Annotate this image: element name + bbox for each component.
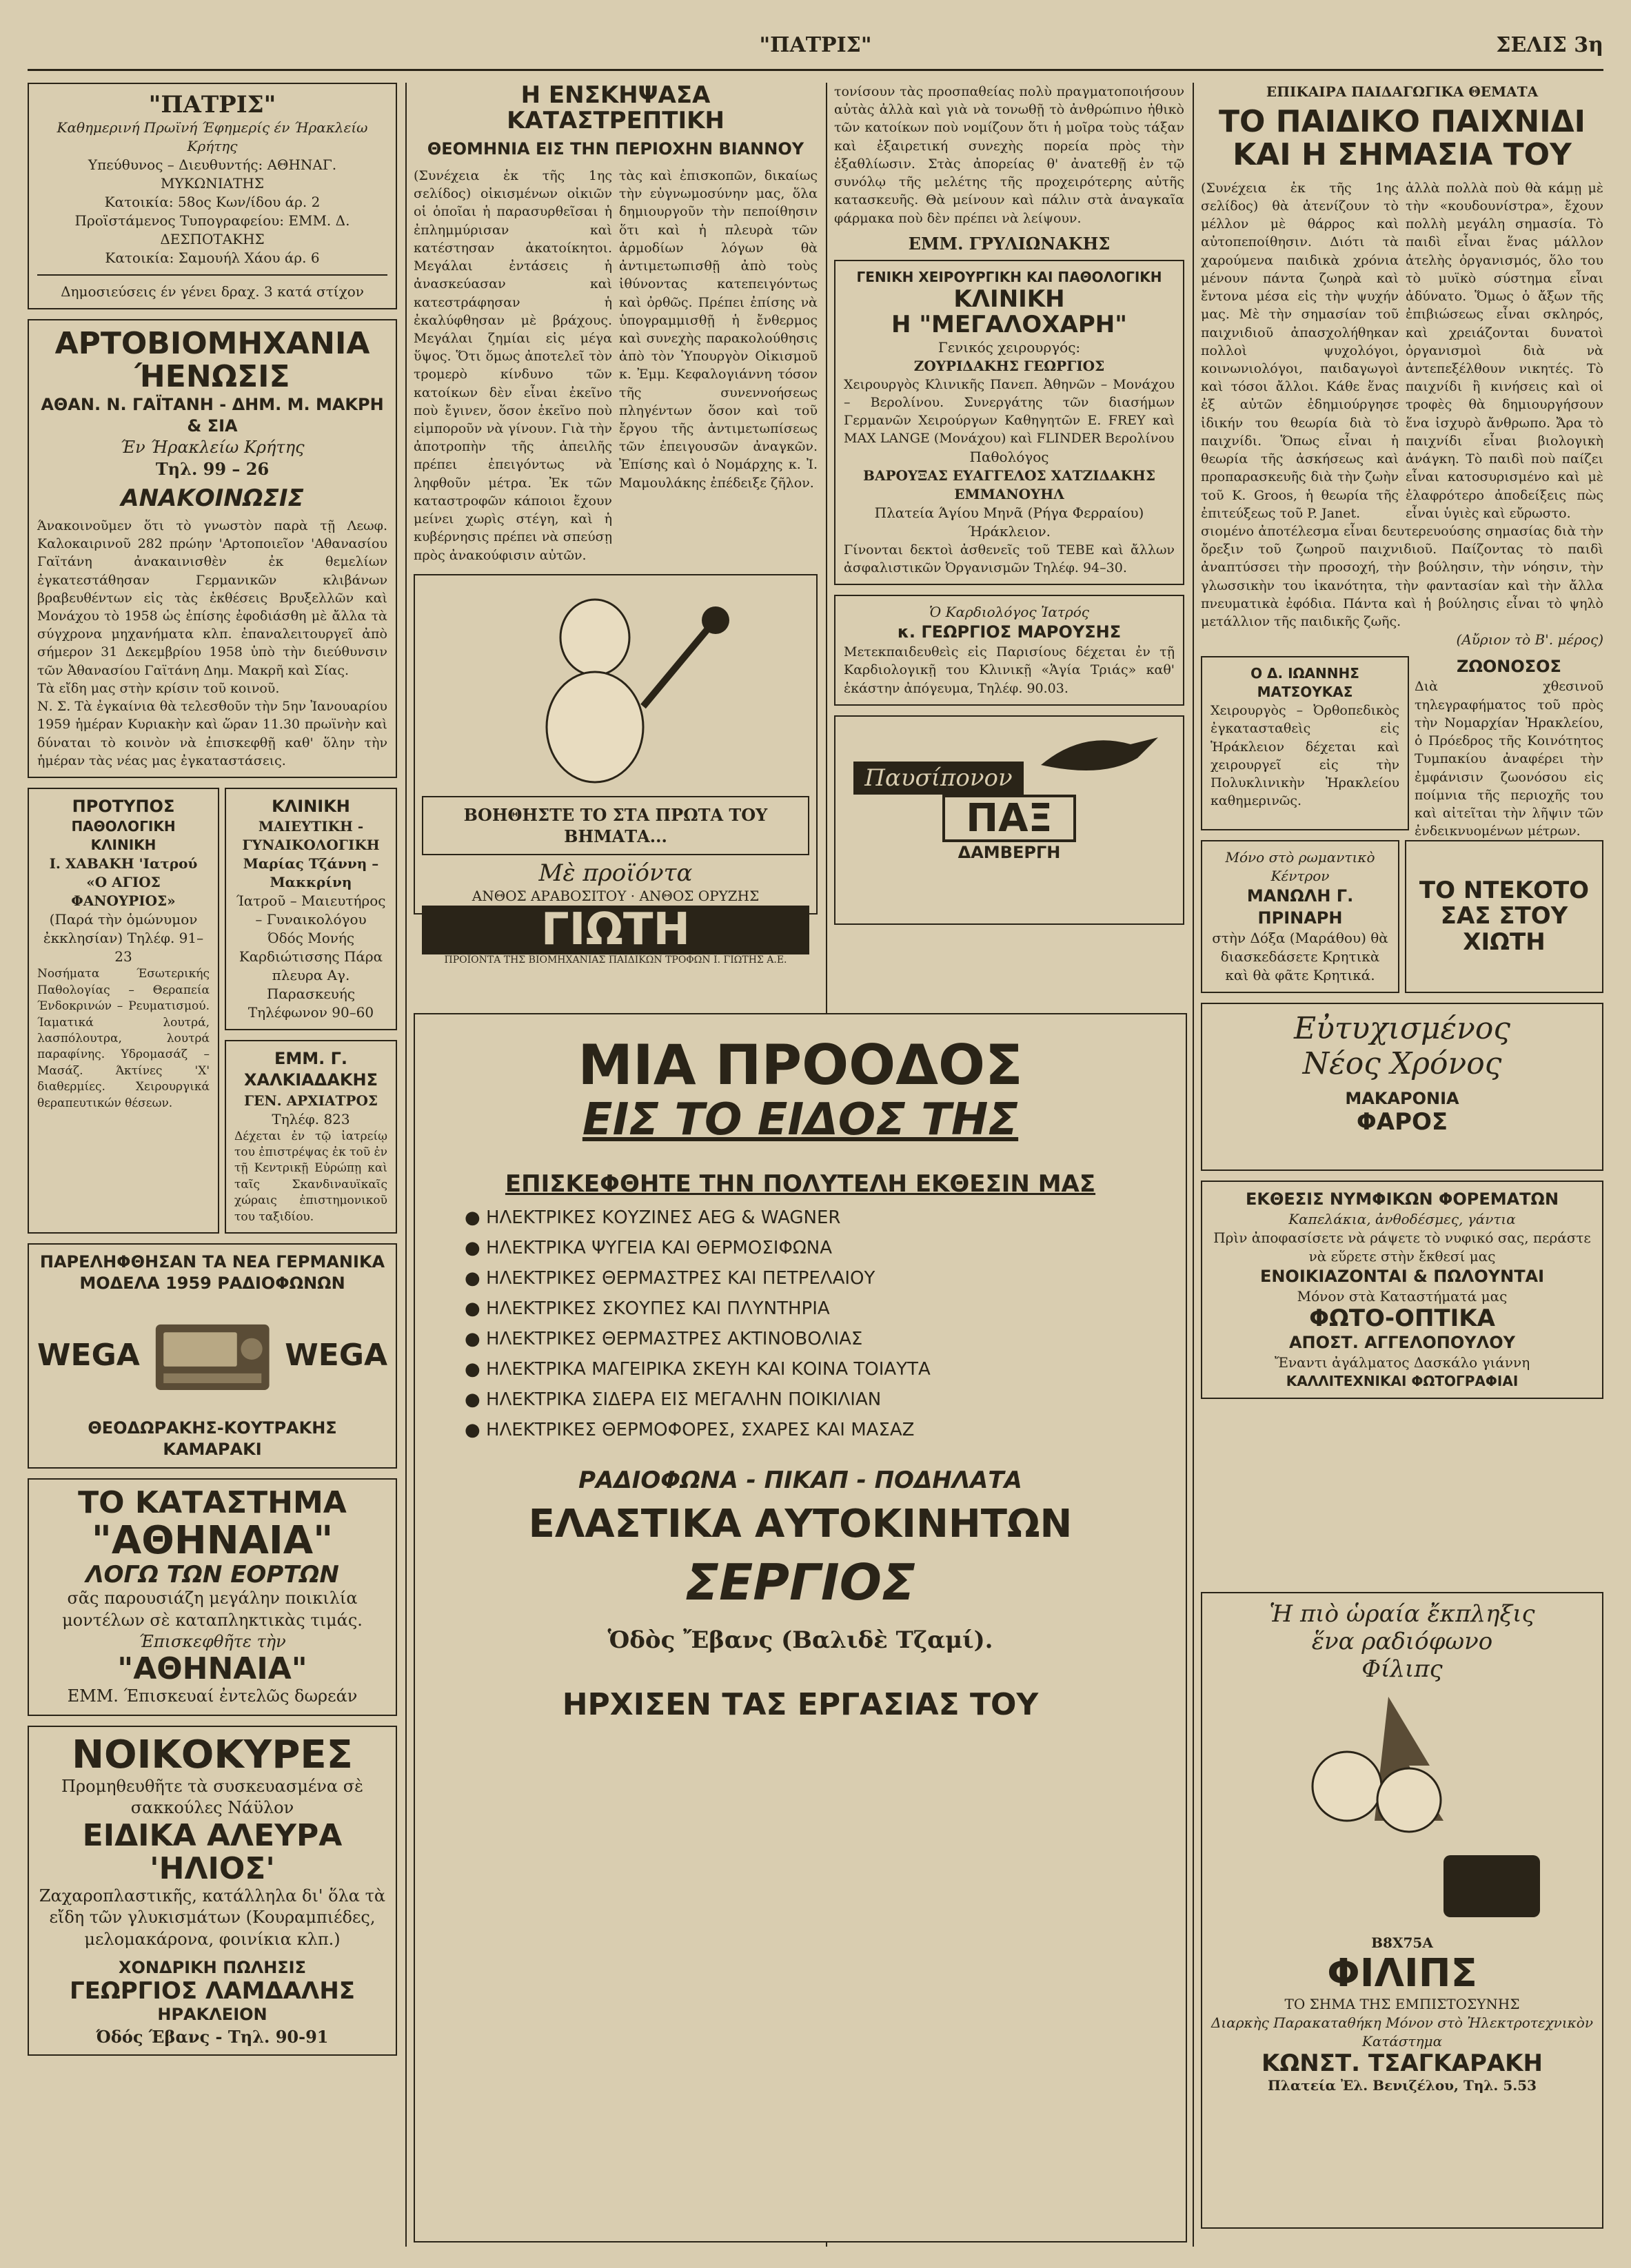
radio-place: ΚΑΜΑΡΑΚΙ bbox=[163, 1439, 262, 1459]
radio-firm: ΘΕΟΔΩΡΑΚΗΣ-ΚΟΥΤΡΑΚΗΣ bbox=[88, 1418, 337, 1438]
bridal-title: ΕΚΘΕΣΙΣ ΝΥΜΦΙΚΩΝ ΦΟΡΕΜΑΤΩΝ bbox=[1245, 1189, 1559, 1209]
list-item: ● ΗΛΕΚΤΡΙΚΕΣ ΘΕΡΜΑΣΤΡΕΣ ΚΑΙ ΠΕΤΡΕΛΑΙΟΥ bbox=[465, 1268, 1177, 1289]
store-tyres: ΕΛΑΣΤΙΚΑ ΑΥΤΟΚΙΝΗΤΩΝ bbox=[528, 1502, 1073, 1547]
dove-icon bbox=[1027, 724, 1165, 786]
bridal-address: Ἔναντι ἀγάλματος Δασκάλο γιάννη bbox=[1274, 1353, 1530, 1371]
flour-line: Ζαχαροπλαστικῆς, κατάλληλα δι' ὅλα τὰ εἴδη τῶν γλυκισμάτων (Κουραμπιέδες, μελομακάρονα, φοινίκια κλπ.) bbox=[39, 1886, 386, 1949]
surgery-note: Γίνονται δεκτοὶ ἀσθενεῖς τοῦ ΤΕΒΕ καὶ ἄλλων ἀσφαλιστικῶν Ὀργανισμῶν Τηλέφ. 94–30. bbox=[844, 542, 1175, 575]
flour-brand: ΕΙΔΙΚΑ ΑΛΕΥΡΑ 'ΗΛΙΟΣ' bbox=[82, 1817, 343, 1886]
bridal-shop: ΦΩΤΟ-ΟΠΤΙΚΑ bbox=[1309, 1305, 1495, 1333]
store-brand: ΣΕΡΓΙΟΣ bbox=[685, 1553, 916, 1611]
philips-name: ΚΩΝΣΤ. ΤΣΑΓΚΑΡΑΚΗ bbox=[1262, 2049, 1543, 2077]
philips-headline: ἕνα ραδιόφωνο bbox=[1311, 1628, 1493, 1655]
zoonosos-body: Διὰ χθεσινοῦ τηλεγραφήματος τοῦ πρὸς τὴν Νομαρχίαν Ἡρακλείου, ὁ Πρόεδρος τῆς Κοινότητος Τυμπακίου ἀναφέρει τὴν ἐμφάνισιν ζωονόσου εἰς ποίμνια τῆς περιοχῆς του καὶ αἰτεῖται τὴν λῆψιν τῶν ἐνδεικνυομένων μέτρων. bbox=[1415, 679, 1603, 839]
page-header bbox=[28, 21, 1603, 71]
athinaia-title: ΤΟ ΚΑΤΑΣΤΗΜΑ bbox=[78, 1485, 347, 1521]
cardio-body: Μετεκπαιδευθεὶς εἰς Παρισίους δέχεται ἐν τῇ Καρδιολογικῇ του Κλινικῇ «Ἁγία Τριάς» καθ' ἑκάστην ἀπόγευμα, Τηλέφ. 90.03. bbox=[844, 644, 1175, 696]
pax-maker: ΔΑΜΒΕΡΓΗ bbox=[958, 843, 1061, 863]
primaris-name: ΜΑΝΩΛΗ Γ. ΠΡΙΝΑΡΗ bbox=[1246, 886, 1354, 928]
clinics-row bbox=[28, 788, 397, 1234]
flour-line: Προμηθευθῆτε τὰ συσκευασμένα σὲ σακκούλες Νάϋλον bbox=[61, 1777, 363, 1818]
clinic-address: Όδός Μονής Καρδιώτισσης Πάρα πλευρα Αγ. Παρασκευής Τηλέφωνον 90–60 bbox=[239, 930, 383, 1021]
faros-brand: ΦΑΡΟΣ bbox=[1356, 1107, 1448, 1136]
edu-continued: (Αὔριον τὸ Β'. μέρος) bbox=[1456, 631, 1603, 648]
edu-article bbox=[1201, 179, 1603, 522]
doctor-body: Δέχεται ἐν τῷ ἰατρείῳ του ἐπιστρέψας ἐκ τοῦ ἐν τῇ Κεντρικῇ Εὐρώπῃ καὶ ταῖς Σκανδιναυϊκαῖς χώραις ἐπιστημονικοῦ του ταξιδίου. bbox=[234, 1129, 387, 1224]
matsoukas-ad bbox=[1201, 656, 1409, 830]
clinic-name: «Ο ΑΓΙΟΣ ΦΑΝΟΥΡΙΟΣ» bbox=[71, 874, 176, 910]
clinic-doctor: Μαρίας Τζάννη – Μακκρίνη bbox=[243, 855, 379, 891]
lead-signature: ΕΜΜ. ΓΡΥΛΙΩΝΑΚΗΣ bbox=[908, 233, 1111, 254]
bridal-owner: ΑΠΟΣΤ. ΑΓΓΕΛΟΠΟΥΛΟΥ bbox=[1288, 1332, 1516, 1352]
philips-dealer: Διαρκὴς Παρακαταθήκη Μόνον στὸ Ἠλεκτροτεχνικὸν Κατάστημα bbox=[1210, 2014, 1593, 2050]
doctor-phone: Τηλέφ. 823 bbox=[272, 1110, 350, 1127]
baby-brand: ΓΙΩΤΗ bbox=[422, 906, 809, 954]
athinaia-name: "ΑΘΗΝΑΙΑ" bbox=[117, 1651, 307, 1686]
bakery-city: Έν Ήρακλείω Κρήτης bbox=[120, 438, 305, 458]
bakery-body: Άνακοινοῦμεν ὅτι τὸ γνωστὸν παρὰ τῇ Λεωφ. Καλοκαιρινοῦ 282 πρώην 'Αρτοποιεῖον 'Αθανασίου Γαϊτάνη ἀνακαινισθὲν ἐκ θεμελίων ἐγκατεστάθησαν Γερμανικῶν κλιβάνων βραβευθέντων εἰς τὰς ἐκθέσεις Βρυξελλῶν καὶ Μονάχου τὸ 1958 ὡς ἐπίσης ἐφοδιάσθη μὲ ἄλλα τὰ σύγχρονα μηχανήματα κλπ. ἐπαναλειτουργεῖ ἀπὸ σήμερον 31 Δεκεμβρίου 1958 ὑπὸ τὴν διεύθυνσιν τῶν Ἀθανασίου Γαϊτάνη Δημ. Μακρῆ καὶ Σίας. bbox=[37, 518, 387, 678]
bridal-ad bbox=[1201, 1181, 1603, 1399]
doctor-chalkiadakis-ad bbox=[225, 1040, 397, 1234]
store-subheadline: ΕΙΣ ΤΟ ΕΙΔΟΣ ΤΗΣ bbox=[582, 1094, 1019, 1145]
athinaia-name: "ΑΘΗΝΑΙΑ" bbox=[91, 1518, 334, 1564]
matsoukas-name: Ο Δ. ΙΩΑΝΝΗΣ ΜΑΤΣΟΥΚΑΣ bbox=[1250, 665, 1359, 701]
clinic-stack bbox=[225, 788, 397, 1234]
clinic-title: ΚΛΙΝΙΚΗ bbox=[272, 796, 350, 816]
philips-model: B8X75A bbox=[1371, 1934, 1433, 1951]
pax-script: Παυσίπονον bbox=[853, 762, 1023, 795]
electrical-store-ad bbox=[414, 1013, 1187, 2243]
masthead-line: Υπεύθυνος – Διευθυντής: ΑΘΗΝΑΓ. ΜΥΚΩΝΙΑΤΗΣ bbox=[88, 156, 337, 192]
bridal-art: ΚΑΛΛΙΤΕΧΝΙΚΑΙ ΦΩΤΟΓΡΑΦΙΑΙ bbox=[1286, 1372, 1519, 1389]
store-radios: ΡΑΔΙΟΦΩΝΑ - ΠΙΚΑΠ - ΠΟΔΗΛΑΤΑ bbox=[578, 1466, 1022, 1494]
masthead-line: Δημοσιεύσεις έν γένει δραχ. 3 κατά στίχον bbox=[61, 283, 364, 300]
surgery-surgeon: ΖΟΥΡΙΔΑΚΗΣ ΓΕΩΡΓΙΟΣ bbox=[913, 357, 1105, 374]
store-start: ΗΡΧΙΣΕΝ ΤΑΣ ΕΡΓΑΣΙΑΣ ΤΟΥ bbox=[562, 1686, 1039, 1722]
surgery-clinic: ΚΛΙΝΙΚΗ bbox=[953, 285, 1065, 313]
surgery-doc: ΒΑΡΟΥΞΑΣ ΕΥΑΓΓΕΛΟΣ ΧΑΤΖΙΔΑΚΗΣ ΕΜΜΑΝΟΥΗΛ bbox=[863, 467, 1155, 502]
bakery-title: ΑΡΤΟΒΙΟΜΗΧΑΝΙΑ ΉΕΝΩΣΙΣ bbox=[54, 326, 370, 395]
wega-radio-ad bbox=[28, 1243, 397, 1469]
flour-address: Όδός Έβανς - Τηλ. 90-91 bbox=[96, 2026, 329, 2047]
list-item: ● ΗΛΕΚΤΡΙΚΕΣ ΚΟΥΖΙΝΕΣ AEG & WAGNER bbox=[465, 1207, 1177, 1228]
surgery-address: Πλατεία Άγίου Μηνᾶ (Ρήγα Φερραίου) Ήράκλειον. bbox=[874, 504, 1144, 540]
list-item: ● ΗΛΕΚΤΡΙΚΕΣ ΣΚΟΥΠΕΣ ΚΑΙ ΠΛΥΝΤΗΡΙΑ bbox=[465, 1298, 1177, 1319]
faros-pasta-ad bbox=[1201, 1003, 1603, 1171]
philips-brand: ΦΙΛΙΠΣ bbox=[1327, 1951, 1477, 1996]
clinic-role: Ίατροῦ – Μαιευτήρος – Γυναικολόγου bbox=[236, 892, 386, 928]
clinic-subtitle: ΜΑΙΕΥΤΙΚΗ - ΓΥΝΑΙΚΟΛΟΓΙΚΗ bbox=[242, 818, 380, 854]
edu-text: σιομένο ἀποτέλεσμα εἶναι δευτερευούσης σημασίας διὰ τὴν ὄρεξιν τοῦ ζωηροῦ παιχνιδιοῦ. Παίζοντας τὸ παιδὶ ἀναπτύσσει τὴν προσοχή, τὴν βούλησιν, τὴν νόησιν, τὴν γλωσσικὴν του ἱκανότητα, τὴν φαντασίαν καὶ τὴν ἄλλα πνευματικὰ ἐφόδια. Πάντα καὶ ἡ βούλησις εἶναι τὸ ψηλὸ μετάλλιον τῆς παιδικῆς ζωῆς. bbox=[1201, 523, 1603, 630]
doctor-role: ΓΕΝ. ΑΡΧΙΑΤΡΟΣ bbox=[243, 1092, 378, 1109]
philips-slogan: ΤΟ ΣΗΜΑ ΤΗΣ ΕΜΠΙΣΤΟΣΥΝΗΣ bbox=[1284, 1995, 1520, 2012]
newspaper-page bbox=[28, 21, 1603, 2247]
radio-illustration bbox=[37, 1305, 387, 1408]
surgery-name: Η "ΜΕΓΑΛΟΧΑΡΗ" bbox=[891, 311, 1127, 339]
clinic-maternity-ad bbox=[225, 788, 397, 1030]
column-left bbox=[28, 83, 397, 2247]
surgery-bio: Χειρουργὸς Κλινικῆς Πανεπ. Ἀθηνῶν – Μονάχου – Βερολίνου. Συνεργάτης τῶν διασήμων Γερμανῶν Χειρούργων Καθηγητῶν E. FREY καὶ MAX LANGE (Μονάχου) καὶ FLINDER Βερολίνου bbox=[844, 376, 1175, 447]
athinaia-line: Έπισκεφθῆτε τὴν bbox=[139, 1631, 286, 1651]
list-item: ● ΗΛΕΚΤΡΙΚΑ ΜΑΓΕΙΡΙΚΑ ΣΚΕΥΗ ΚΑΙ ΚΟΙΝΑ ΤΟΙΑΥΤΑ bbox=[465, 1359, 1177, 1380]
surgery-clinic-ad bbox=[834, 260, 1184, 585]
clinic-pathology-ad bbox=[28, 788, 219, 1234]
paper-name: "ΠΑΤΡΙΣ" bbox=[759, 33, 872, 57]
list-item: ● ΗΛΕΚΤΡΙΚΕΣ ΘΕΡΜΟΦΟΡΕΣ, ΣΧΑΡΕΣ ΚΑΙ ΜΑΣΑΖ bbox=[465, 1420, 1177, 1440]
masthead-box bbox=[28, 83, 397, 309]
list-item: ● ΗΛΕΚΤΡΙΚΑ ΨΥΓΕΙΑ ΚΑΙ ΘΕΡΜΟΣΙΦΩΝΑ bbox=[465, 1238, 1177, 1258]
masthead-line: Προϊστάμενος Τυπογραφείου: ΕΜΜ. Δ. ΔΕΣΠΟΤΑΚΗΣ bbox=[74, 212, 350, 247]
flour-ad bbox=[28, 1726, 397, 2056]
faros-label: ΜΑΚΑΡΟΝΙΑ bbox=[1345, 1088, 1459, 1108]
store-product-list bbox=[465, 1207, 1177, 1440]
bakery-phone: Τηλ. 99 – 26 bbox=[155, 459, 270, 480]
bridal-rent: ΕΝΟΙΚΙΑΖΟΝΤΑΙ & ΠΩΛΟΥΝΤΑΙ bbox=[1259, 1266, 1545, 1286]
baby-products: ΑΝΘΟΣ ΑΡΑΒΟΣΙΤΟΥ · ΑΝΘΟΣ ΟΡΥΖΗΣ bbox=[472, 888, 760, 905]
lead-text: τὰς καὶ ἐπισκοπῶν, δικαίως τὴν εὐγνωμοσύνην μας, ὅλα δημιουργοῦν τὴν πεποίθησιν ὅτι καὶ ἡ πλευρὰ τῶν ἀρμοδίων λόγων θὰ ἀντιμετωπισθῇ ἀπὸ τοὺς ἰθύνοντας κατεπειγόντως καὶ ὀρθῶς. Πρέπει ἐπίσης νὰ ὑπογραμμισθῇ ἡ ἔνθερμος καὶ συνεχὴς παρακολούθησις ἀπὸ τὸν Ὑπουργὸν Οἰκισμοῦ κ. Ἐμμ. Κεφαλογιάννη τόσον τῆς συνεννοήσεως πληγέντων ὅσον καὶ τοῦ ἔργου τῆς ἀντιμετωπίσεως τῶν ἐπειγουσῶν ἀναγκῶν. Ἐπίσης καὶ ὁ Νομάρχης κ. Ἰ. Μαμουλάκης ἐπέδειξε ζῆλον. bbox=[619, 167, 818, 491]
primaris-only: Μόνο στὸ ρωμαντικὸ Κέντρον bbox=[1225, 849, 1375, 885]
list-item: ● ΗΛΕΚΤΡΙΚΕΣ ΘΕΡΜΑΣΤΡΕΣ ΑΚΤΙΝΟΒΟΛΙΑΣ bbox=[465, 1329, 1177, 1349]
lead-text: τονίσουν τὰς προσπαθείας πολὺ πραγματοποιήσουν αὐτὰς ἀλλὰ καὶ γιὰ νὰ τονωθῇ τὸ ἀνθρώπινο ἠθικὸ τῶν κατοίκων ποὺ νομίζουν ὅτι ἡ μοῖρα τοὺς τάξαν καὶ ἐξαιρετική συνεχὴς πορεία πρὸς τὴν ἐξαθλίωσιν. Στὰς ἀπορείας θ' ἀνατεθῇ ἐν τῷ συνόλῳ τῆς μελέτης τῆς προχειρότερης αὐτῆς κατασκευῆς. Θὰ μείνουν καὶ πάλιν στὰ ἀναγκαῖα φάρμακα ποὺ δὲν πρέπει νὰ λείψουν. bbox=[834, 84, 1184, 226]
philips-headline: Ἡ πιὸ ὡραία ἔκπληξις bbox=[1269, 1600, 1535, 1628]
hioti-ad bbox=[1405, 840, 1603, 992]
faros-greeting: Εὐτυχισμένος bbox=[1294, 1010, 1510, 1046]
page-number: ΣΕΛΙΣ 3η bbox=[1496, 33, 1603, 57]
radio-brand: WEGA bbox=[285, 1338, 387, 1373]
clinic-title: ΠΡΟΤΥΠΟΣ bbox=[72, 796, 175, 816]
lead-subheadline: ΘΕΟΜΗΝΙΑ ΕΙΣ ΤΗΝ ΠΕΡΙΟΧΗΝ ΒΙΑΝΝΟΥ bbox=[427, 139, 804, 159]
lead-headline: Η ΕΝΣΚΗΨΑΣΑ ΚΑΤΑΣΤΡΕΠΤΙΚΗ bbox=[507, 81, 725, 135]
flour-city: ΗΡΑΚΛΕΙΟΝ bbox=[157, 2005, 267, 2025]
cardiologist-ad bbox=[834, 595, 1184, 706]
bakery-announce: ΑΝΑΚΟΙΝΩΣΙΣ bbox=[121, 484, 304, 512]
matsoukas-body: Χειρουργὸς – Ὀρθοπεδικὸς ἐγκατασταθεὶς εἰς Ἡράκλειον δέχεται καὶ χειρουργεῖ εἰς τὴν Πολυκλινικὴν Ἡρακλείου καθημερινῶς. bbox=[1210, 703, 1399, 809]
philips-address: Πλατεία Ἐλ. Βενιζέλου, Τηλ. 5.53 bbox=[1267, 2076, 1537, 2094]
pax-ad bbox=[834, 715, 1184, 925]
clinic-body: Νοσήματα Έσωτερικής Παθολογίας – Θεραπεία Ένδοκρινών – Ρευματισμού. Ίαματικά λουτρά, λασπόλουτρα, λουτρά παραφίνης. Υδρομασάζ – Μασάζ. Άκτίνες 'Χ' διαθερμίες. Χειρουργικά θεραπευτικών θέσεων. bbox=[37, 967, 210, 1110]
bridal-only: Μόνον στὰ Καταστήματά μας bbox=[1297, 1288, 1508, 1305]
doctor-name: ΕΜΜ. Γ. ΧΑΛΚΙΑΔΑΚΗΣ bbox=[244, 1049, 378, 1090]
column-rule bbox=[1193, 83, 1194, 2247]
bridal-body: Πρὶν ἀποφασίσετε νὰ ράψετε τὸ νυφικό σας, περάστε νὰ εὕρετε στὴν ἔκθεσί μας bbox=[1213, 1229, 1591, 1265]
cardio-doctor: κ. ΓΕΩΡΓΙΟΣ ΜΑΡΟΥΣΗΣ bbox=[897, 622, 1122, 642]
athinaia-line: ΛΟΓΩ ΤΩΝ ΕΟΡΤΩΝ bbox=[85, 1561, 339, 1588]
clinic-subtitle: ΠΑΘΟΛΟΓΙΚΗ ΚΛΙΝΙΚΗ bbox=[71, 818, 176, 854]
zoonosos-article bbox=[1415, 656, 1603, 840]
small-ads-row bbox=[1201, 840, 1603, 1002]
clinic-doctor: Ι. ΧΑΒΑΚΗ 'Ιατρού bbox=[49, 855, 198, 872]
primaris-ad bbox=[1201, 840, 1399, 992]
radio-brand: WEGA bbox=[37, 1338, 140, 1373]
couple-radio-icon bbox=[1250, 1683, 1554, 1931]
athinaia-line: ΕΜΜ. Έπισκευαί ἐντελῶς δωρεάν bbox=[67, 1686, 358, 1706]
masthead-title: "ΠΑΤΡΙΣ" bbox=[148, 91, 276, 119]
philips-ad bbox=[1201, 1592, 1603, 2229]
faros-greeting: Νέος Χρόνος bbox=[1302, 1045, 1502, 1081]
store-headline: ΜΙΑ ΠΡΟΟΔΟΣ bbox=[578, 1033, 1023, 1097]
radio-ad-title: ΠΑΡΕΛΗΦΘΗΣΑΝ ΤΑ ΝΕΑ ΓΕΡΜΑΝΙΚΑ bbox=[39, 1252, 385, 1272]
masthead-line: Κατοικία: Σαμουήλ Χάου άρ. 6 bbox=[105, 249, 320, 266]
philips-headline: Φίλιπς bbox=[1361, 1655, 1443, 1683]
flour-sale: ΧΟΝΔΡΙΚΗ ΠΩΛΗΣΙΣ bbox=[119, 1957, 306, 1977]
edu-kicker: ΕΠΙΚΑΙΡΑ ΠΑΙΔΑΓΩΓΙΚΑ ΘΕΜΑΤΑ bbox=[1266, 83, 1539, 100]
baby-slogan: ΒΟΗΘΗΣΤΕ ΤΟ ΣΤΑ ΠΡΩΤΑ ΤΟΥ ΒΗΜΑΤΑ... bbox=[422, 796, 809, 855]
zoonosos-title: ΖΩΟΝΟΣΟΣ bbox=[1457, 657, 1561, 677]
surgery-path: Παθολόγος bbox=[969, 448, 1049, 465]
list-item: ● ΗΛΕΚΤΡΙΚΑ ΣΙΔΕΡΑ ΕΙΣ ΜΕΓΑΛΗΝ ΠΟΙΚΙΛΙΑΝ bbox=[465, 1389, 1177, 1410]
primaris-body: στὴν Δόξα (Μαράθου) θὰ διασκεδάσετε Κρητικὰ καὶ θὰ φᾶτε Κρητικά. bbox=[1212, 929, 1388, 983]
bakery-names: ΑΘΑΝ. Ν. ΓΑΪΤΑΝΗ - ΔΗΜ. Μ. ΜΑΚΡΗ & ΣΙΑ bbox=[41, 394, 384, 436]
flour-seller: ΓΕΩΡΓΙΟΣ ΛΑΜΔΑΛΗΣ bbox=[69, 1977, 356, 2005]
column-rule bbox=[405, 83, 407, 2247]
bridal-sub: Καπελάκια, ἀνθοδέσμες, γάντια bbox=[1288, 1210, 1516, 1227]
store-visit: ΕΠΙΣΚΕΦΘΗΤΕ ΤΗΝ ΠΟΛΥΤΕΛΗ ΕΚΘΕΣΙΝ ΜΑΣ bbox=[505, 1170, 1096, 1198]
edu-text: (Συνέχεια ἐκ τῆς 1ης σελίδος) θὰ ἀτενίζουν τὸ μέλλον μὲ θάρρος καὶ αὐτοπεποίθησιν. Διότι τὰ χαρούμενα παιδικὰ χρόνια μένουν πάντα ζωηρὰ καὶ ἔντονα μέσα εἰς τὴν ψυχήν μας. Μὲ τὴν σημασίαν τοῦ παιχνιδιοῦ ἀπασχολήθηκαν πολλοὶ ψυχολόγοι, κοινωνιολόγοι, παιδαγωγοὶ καὶ τόσοι ἄλλοι. Κάθε ἕνας ἐξ αὐτῶν ἐδημιούργησε ἰδικήν του θεωρία διὰ τὸ παιχνίδι. Ὅπως εἶναι ἡ θεωρία τῆς ἀσκήσεως καὶ προπαρασκευῆς διὰ τὴν ζωὴν τοῦ Κ. Groos, ἡ θεωρία τῆς ἐπιτεύξεως τοῦ P. Janet. bbox=[1201, 180, 1399, 521]
bakery-ad bbox=[28, 319, 397, 778]
pax-brand: ΠΑΞ bbox=[942, 795, 1076, 843]
edu-text: ἀλλὰ πολλὰ ποὺ θὰ κάμῃ μὲ τὴν «κουδουνίστρα», ἔχουν πολλὴ μεγάλη σημασία. Τὸ παιδὶ εἶναι ἕνας μάλλον ἀτελὴς ὀργανισμός, ὅλο του τὸ μυϊκὸ σύστημα εἶναι ἀδύνατο. Ὅμως ὁ ἄξων τῆς ἐπιβιώσεως εἶναι σκληρός, καὶ χρειάζονται δυνατοὶ ὀργανισμοὶ διὰ νὰ ἀντεπεξέλθουν νικητές. Τὸ παιχνίδι ἢ κινήσεις καὶ οἱ τροφὲς θὰ δημιουργήσουν ἕνα ἰσχυρὸ ἄνθρωπο. Ἄρα τὸ παιχνίδι εἶναι βιολογικὴ ἀνάγκη. Τὸ παιδὶ ποὺ παίζει εἶναι κατοσυρισμένο καὶ μὲ ἐλαφρότερο ἀποδείξεις πὼς εἶναι ὑγιὲς καὶ εὔρωστο. bbox=[1406, 180, 1603, 521]
bakery-ps: Ν. Σ. Τὰ ἐγκαίνια θὰ τελεσθοῦν τὴν 5ην Ἰανουαρίου 1959 ἡμέραν Κυριακὴν καὶ ὥραν 11.30 πρωϊνὴν καὶ δύναται τὸ κοινὸν νὰ ἐπισκεφθῇ καθ' ὅλην τὴν ἡμέραν τὰς νέας μας ἐγκαταστάσεις. bbox=[37, 699, 387, 768]
surgery-gen: Γενικός χειρουργός: bbox=[938, 338, 1081, 356]
lead-text: (Συνέχεια ἐκ τῆς 1ης σελίδος) οἰκισμένων οἰκιῶν οἱ ὁποῖαι ἡ παρασυρθεῖσαι ἡ ἐπλημμύρισαν καὶ κατέστησαν ἀκατοίκητοι. Μεγάλαι ἐντάσεις ἡ ἀνασκεύασαν καὶ κατεστράφησαν ἡ ἐκαλύφθησαν μὲ βράχους. Μεγάλαι ζημίαι εἰς μέγα ὕψος. Ὅτι ὅμως ἀποτελεῖ τὸν τρομερὸ κίνδυνο τῶν κατοίκων δὲν εἶναι ἐκεῖνο ποὺ ἔγινεν, ὅσον ἐκεῖνο ποὺ εἰμποροῦν νὰ γίνουν. Γιὰ τὴν ἀποτροπὴν τῆς ἀπειλῆς πρέπει ἐπειγόντως νὰ ληφθοῦν μέτρα. Ἐκ τῶν καταστροφῶν κάποιοι ἔχουν μείνει χωρὶς στέγη, καὶ ἡ κυβέρνησις πρέπει νὰ σπεύσῃ πρὸς ἀνακούφισιν αὐτῶν. bbox=[414, 167, 612, 563]
small-ads-row bbox=[1201, 656, 1603, 840]
athinaia-line: σᾶς παρουσιάζη μεγάλην ποικιλία μοντέλων σὲ καταπληκτικὰς τιμάς. bbox=[62, 1588, 363, 1630]
masthead-line: Κατοικία: 58ος Κων/ίδου άρ. 2 bbox=[104, 194, 321, 210]
clinic-address: (Παρά τὴν ὁμώνυμον ἐκκλησίαν) Τηλέφ. 91–23 bbox=[43, 911, 204, 966]
baby-with: Μὲ προϊόντα bbox=[538, 859, 693, 888]
baby-food-ad bbox=[414, 574, 818, 966]
lead-article bbox=[414, 167, 818, 564]
flour-title: ΝΟΙΚΟΚΥΡΕΣ bbox=[72, 1732, 353, 1777]
surgery-title: ΓΕΝΙΚΗ ΧΕΙΡΟΥΡΓΙΚΗ ΚΑΙ ΠΑΘΟΛΟΓΙΚΗ bbox=[856, 268, 1162, 285]
cardio-role: Ὁ Καρδιολόγος Ἰατρός bbox=[929, 604, 1089, 621]
bakery-note: Τὰ εἴδη μας στὴν κρίσιν τοῦ κοινοῦ. bbox=[37, 680, 280, 696]
hioti-title: ΤΟ ΝΤΕΚΟΤΟ ΣΑΣ ΣΤΟΥ ΧΙΩΤΗ bbox=[1419, 877, 1590, 956]
baby-foot: ΠΡΟΪΟΝΤΑ ΤΗΣ ΒΙΟΜΗΧΑΝΙΑΣ ΠΑΙΔΙΚΩΝ ΤΡΟΦΩΝ Ι. ΓΙΩΤΗΣ Α.Ε. bbox=[444, 954, 787, 966]
athinaia-ad bbox=[28, 1478, 397, 1716]
masthead-line: Καθημερινή Πρωϊνή Έφημερίς έν Ήρακλείω Κρήτης bbox=[57, 119, 368, 154]
baby-illustration-icon bbox=[492, 582, 740, 789]
radio-icon bbox=[154, 1305, 271, 1408]
edu-headline: ΤΟ ΠΑΙΔΙΚΟ ΠΑΙΧΝΙΔΙ ΚΑΙ Η ΣΗΜΑΣΙΑ ΤΟΥ bbox=[1218, 104, 1586, 173]
store-address: Ὁδὸς Ἔβανς (Βαλιδὲ Τζαμί). bbox=[607, 1626, 993, 1654]
radio-ad-subtitle: ΜΟΔΕΛΑ 1959 ΡΑΔΙΟΦΩΝΩΝ bbox=[79, 1274, 345, 1294]
